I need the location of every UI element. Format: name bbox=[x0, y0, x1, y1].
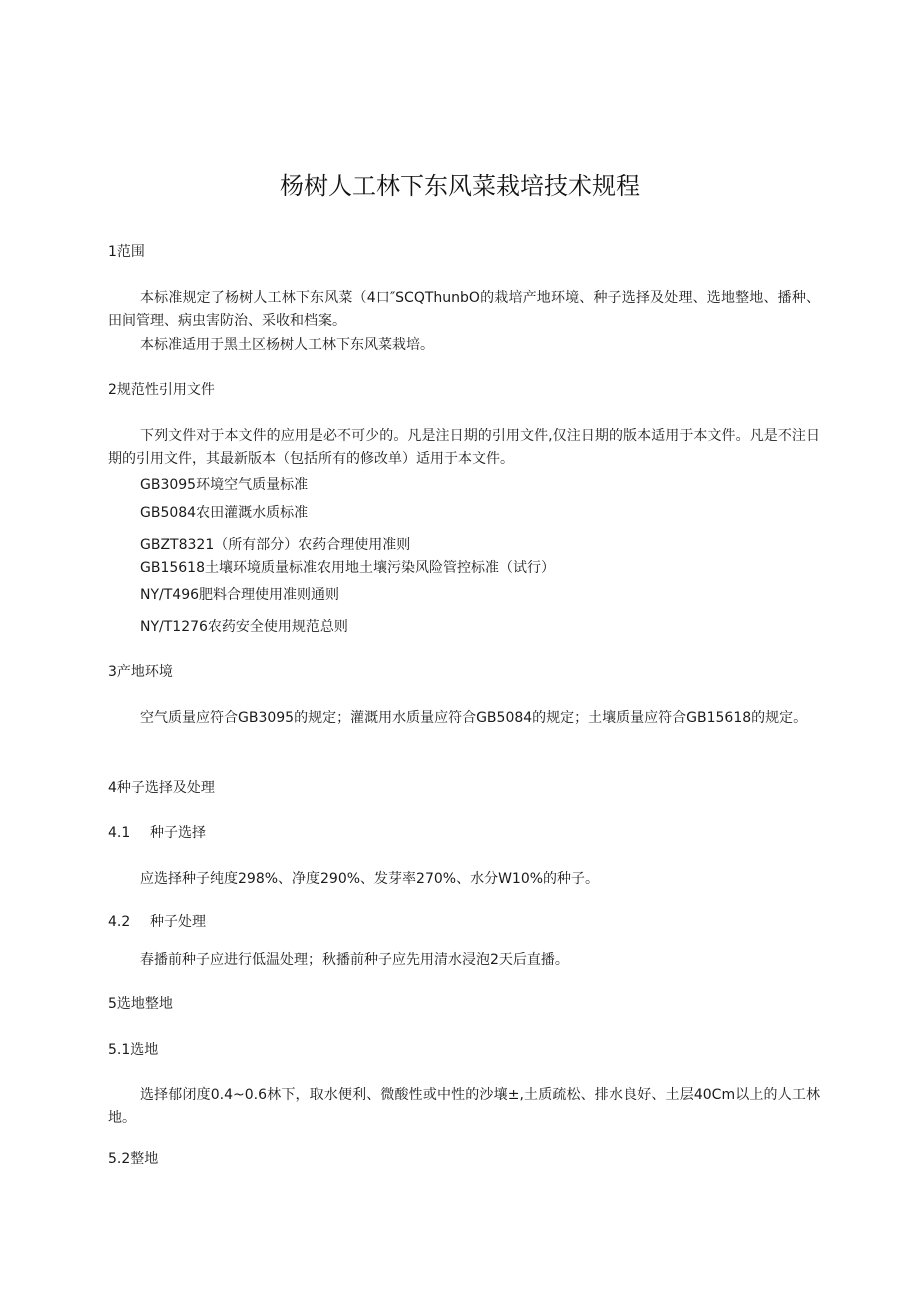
section-3-heading: 3产地环境 bbox=[108, 664, 173, 680]
section-2-paragraph-1: 下列文件对于本文件的应用是必不可少的。凡是注日期的引用文件,仅注日期的版本适用于本文件。凡是不注日期的引用文件，其最新版本（包括所有的修改单）适用于本文件。 bbox=[108, 428, 820, 467]
subsection-number: 4.1 bbox=[108, 825, 131, 841]
section-1-heading: 1范围 bbox=[108, 244, 145, 260]
section-4-heading: 4种子选择及处理 bbox=[108, 780, 215, 796]
subsection-4-2-heading bbox=[108, 912, 206, 932]
subsection-5-1-heading: 5.1选地 bbox=[108, 1042, 159, 1058]
section-3-paragraph-1: 空气质量应符合GB3095的规定；灌溉用水质量应符合GB5084的规定；土壤质量应符合GB15618的规定。 bbox=[140, 710, 808, 726]
section-1-paragraph-1: 本标准规定了杨树人工林下东风菜（4口″SCQThunbO的栽培产地环境、种子选择及处理、选地整地、播种、田间管理、病虫害防治、采收和档案。 bbox=[108, 290, 820, 329]
reference-item: GB15618土壤环境质量标准农用地土壤污染风险管控标准（试行） bbox=[140, 560, 555, 576]
reference-item: GB5084农田灌溉水质标准 bbox=[140, 505, 309, 521]
section-1-paragraph-2: 本标准适用于黑土区杨树人工林下东风菜栽培。 bbox=[140, 337, 434, 353]
section-4-2-paragraph: 春播前种子应进行低温处理；秋播前种子应先用清水浸泡2天后直播。 bbox=[140, 952, 569, 968]
subsection-4-1-heading bbox=[108, 823, 206, 843]
subsection-number: 4.2 bbox=[108, 914, 131, 930]
reference-item: NY/T1276农药安全使用规范总则 bbox=[140, 619, 348, 635]
subsection-5-2-heading: 5.2整地 bbox=[108, 1151, 159, 1167]
subsection-label: 种子处理 bbox=[150, 914, 206, 930]
reference-item: NY/T496肥料合理使用准则通则 bbox=[140, 587, 340, 603]
reference-item: GBZT8321（所有部分）农药合理使用准则 bbox=[140, 537, 411, 553]
reference-item: GB3095环境空气质量标准 bbox=[140, 477, 309, 493]
section-2-heading: 2规范性引用文件 bbox=[108, 382, 215, 398]
document-title: 杨树人工林下东风菜栽培技术规程 bbox=[280, 172, 640, 200]
section-4-1-paragraph: 应选择种子纯度298%、净度290%、发芽率270%、水分W10%的种子。 bbox=[140, 871, 600, 887]
subsection-label: 种子选择 bbox=[150, 825, 206, 841]
section-5-heading: 5选地整地 bbox=[108, 996, 173, 1012]
section-5-1-paragraph: 选择郁闭度0.4~0.6林下，取水便利、微酸性或中性的沙壤±,土质疏松、排水良好、土层40Cm以上的人工林地。 bbox=[108, 1087, 820, 1126]
